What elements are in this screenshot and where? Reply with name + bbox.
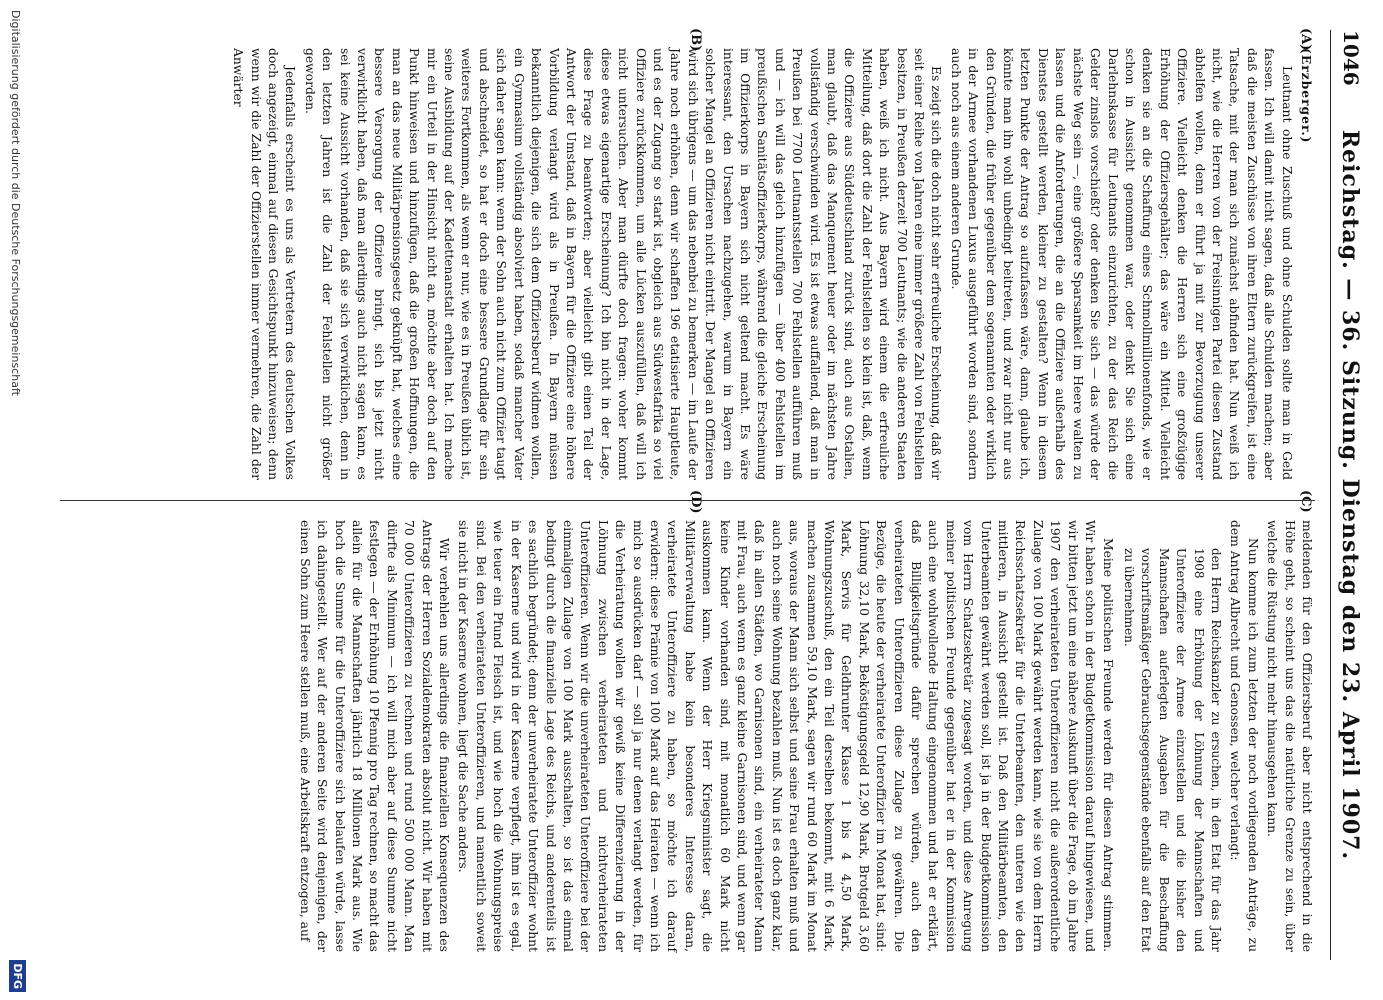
margin-marker-c: (C) <box>1298 490 1313 513</box>
digitization-footer <box>2 2 28 998</box>
column-divider <box>60 500 1315 501</box>
running-title: Reichstag. — 36. Sitzung. Dienstag den 23. April 1907. <box>1337 129 1363 861</box>
margin-marker-a: (A) <box>1298 28 1313 51</box>
page-number: 1046 <box>1339 30 1363 86</box>
right-paragraph-1: meldenden für den Offiziersberuf aber nicht entsprechend in die Höhe geht, so scheint uns das die natürliche Grenze zu sein, über welche die Rüstung nicht mehr hinausgehen kann. <box>1265 520 1314 952</box>
right-paragraph-3: Meine politischen Freunde werden für diesen Antrag stimmen. Wir haben schon in der Budgetkommission darauf hingewiesen, und wir bitten jetzt um eine nähere Auskunft über die Frage, ob im Jahre 1907 den verheirateten Unteroffizieren nicht die außerordentliche Zulage von 100 Mark gewährt werden kann, wie sie von dem Herrn Reichsschatzsekretär für die Unterbeamten, den unteren wie den mittleren, in Aussicht gestellt ist. Daß den Militärbeamten, den Unterbeamten gewährt werden soll, ist ja in der Budgetkommission vom Herrn Schatzsekretär zugesagt worden, und diese Anregung meiner politischen Freunde gegenüber hat er in der Kommission auch eine wohlwollende Haltung eingenommen und hat er erklärt, daß Billigkeitsgründe dafür sprechen würden, auch den verheirateten Unteroffizieren diese Zulage zu gewähren. Die Bezüge, die heute der verheiratete Unteroffizier im Monat hat, sind: Löhnung 32,10 Mark, Beköstigungsgeld 12,90 Mark, Brotgeld 3,60 Mark, Servis für Geldhrunter Klasse 1 bis 4 4,50 Mark, Wohnungszuschuß, den ein Teil derselben bekommt, mit 6 Mark, machen zusammen 59,10 Mark, sagen wir rund 60 Mark im Monat aus, woraus der Mann sich selbst und seine Frau erhalten muß und auch noch seine Wohnung bezahlen muß. Nun ist es doch ganz klar, daß in allen Städten, wo Garnisonen sind, ein verheirateter Mann mit Frau, auch wenn es ganz kleine Garnisonen sind, und wenn gar keine Kinder vorhanden sind, mit monatlich 60 Mark nicht auskommen kann. Wenn der Herr Kriegsminister sagt, die Militärverwaltung habe kein besonderes Interesse daran, verheiratete Unteroffiziere zu haben, so möchte ich darauf erwidern: diese Prämie von 100 Mark auf das Heiraten — wenn ich mich so ausdrücken darf — soll ja nur denen verlangt werden, für die Verheiratung wollen wir gewiß keine Differenzierung in der Löhnung zwischen verheirateten und nichtverheirateten Unteroffizieren. Wenn wir die unverheirateten Unteroffiziere bei der einmaligen Zulage von 100 Mark ausschalten, so ist das einmal bedingt durch die finanzielle Lage des Reichs, und anderenteils ist es sachlich begründet; denn der unverheiratete Unteroffizier wohnt in der Kaserne und wird in der Kaserne verpflegt, ihm ist es egal, wie teuer ein Pfund Fleisch ist, und wie hoch die Wohnungspreise sind. Bei den verheirateten Unteroffizieren, und namentlich soweit sie nicht in der Kaserne wohnen, liegt die Sache anders. <box>456 520 1115 952</box>
left-column <box>60 48 1315 480</box>
margin-marker-d: (D) <box>688 490 703 514</box>
speaker-name: (Erzberger.) <box>1299 48 1314 144</box>
right-paragraph-2: Nun komme ich zum letzten der noch vorliegenden Anträge, zu dem Antrag Albrecht und Genossen, welcher verlangt: <box>1228 520 1260 952</box>
right-paragraph-4: Wir verhehlen uns allerdings die finanziellen Konsequenzen des Antrags der Herren Sozialdemokraten absolut nicht. Wir haben mit 70 000 Unteroffizieren zu rechnen und rund 500 000 Mann. Man dürfte als Minimum — ich will mich aber auf diese Summe nicht festlegen — der Erhöhung 10 Pfennig pro Tag rechnen, so macht das allein für die Mannschaften jährlich 18 Millionen Mark aus. Wie hoch die Summe für die Unteroffiziere sich belaufen würde, lasse ich dahingestellt. Wer auf der anderen Seite wird denjenigen, der einen Sohn zum Heere stellen muß, eine Arbeitskraft entzogen, auf <box>297 520 452 952</box>
right-column <box>60 520 1315 952</box>
left-paragraph-1: Leutnant ohne Zuschuß und ohne Schulden sollte man in Geld fassen. Ich will damit nicht sagen, daß alle Schulden machen; aber daß die meisten Zuschüsse von ihren Eltern zurückgreifen, ist eine Tatsache, mit der man sich zunächst abfinden hat. Nun weiß ich nicht, wie die Herren von der Freisinnigen Partei diesen Zustand abhelfen wollen, denn er führt ja mit zur Bevorzugung unserer Offiziere. Vielleicht denken die Herren sich eine großzügige Erhöhung der Offiziersgehälter; das wäre ein Mittel. Vielleicht denken sie an die Schaffung eines Schmollmillionenfonds, wie er schon in Aussicht genommen war, oder denkt Sie sich eine Darlehnskasse für Leutnants einzurichten, zu der das Reich die Gelder zinslos vorschießt? oder denken Sie sich — das würde der nächste Weg sein —, eine größere Sparsamkeit im Heere walten zu lassen und die Anforderungen, die an die Offiziere außerhalb des Dienstes gestellt werden, kleiner zu gestalten? Wenn in diesem letzten Punkte der Antrag so aufzufassen wäre, dann, glaube ich, könnte man ihn wohl unbedingt beitreten, und zwar nicht nur aus den Gründen, die früher gegenüber dem sogenannten oder wirklich in der Armee vorhandenen Luxus ausgeführt worden sind, sondern auch noch aus einem anderen Grunde. <box>948 48 1294 480</box>
margin-marker-b: (B) <box>688 28 703 52</box>
motion-text: den Herrn Reichskanzler zu ersuchen, in den Etat für das Jahr 1908 eine Erhöhung der Löhnung der Mannschaften und Unteroffiziere der Armee einzustellen und die bisher den Mannschaften auferlegten Ausgaben für die Beschaffung vorschriftsmäßiger Gebrauchsgegenstände ebenfalls auf den Etat zu übernehmen. <box>1121 548 1223 952</box>
digitization-note: Digitalisierung gefördert durch die Deutsche Forschungsgemeinschaft <box>9 10 22 396</box>
dfg-logo: DFG <box>9 960 26 992</box>
left-paragraph-3: Jedenfalls erscheint es uns als Vertretern des deutschen Volkes doch angezeigt, einmal auf diesen Gesichtspunkt hinzuweisen; denn wenn wir die Zahl der Offizierstellen immer vermehren, die Zahl der Anwärter <box>231 48 298 480</box>
page-header <box>1330 30 1371 960</box>
left-paragraph-2: Es zeigt sich die doch nicht sehr erfreuliche Erscheinung, daß wir seit einer Reihe von Jahren eine immer größere Zahl von Fehlstellen besitzen, in Preußen derzeit 700 Leutnants; wie die anderen Staaten haben, weiß ich nicht. Aus Bayern wird einem die erfreuliche Mitteilung, daß dort die Zahl der Fehlstellen so klein ist, daß, wenn die Offiziere aus Süddeutschland zurück sind, auch aus Ostalien, man glaubt, daß das Manquement heuer oder im nächsten Jahre vollständig verschwinden wird. Es ist etwas auffallend, daß man in Preußen bei 7700 Leutnantsstellen 700 Fehlstellen aufführen muß und — ich will das gleich hinzufügen — über 400 Fehlstellen im preußischen Sanitätsoffizierkorps, während die gleiche Erscheinung im Offizierkorps in Bayern sich nicht geltend macht. Es wäre interessant, den Ursachen nachzugehen, warum in Bayern ein solcher Mangel an Offizieren nicht eintritt. Der Mangel an Offizieren wird sich übrigens — um das nebenbei zu bemerken — im Laufe der Jahre noch erhöhen, denn wir schaffen 196 etatisierte Hauptleute, und es der Zugang so stark ist, obgleich aus Südwestafrika so viel Offiziere zurückkommen, um alle Lücken auszufüllen, daß will ich nicht untersuchen. Aber man dürfte doch fragen: woher kommt diese etwas eigenartige Erscheinung? Ich bin nicht in der Lage, diese Frage zu beantworten; aber vielleicht gibt einen Teil der Antwort der Umstand, daß in Bayern für die Offiziere eine höhere Vorbildung verlangt wird als in Preußen. In Bayern müssen bekanntlich diejenigen, die sich dem Offiziersberuf widmen wollen, ein Gymnasium vollständig absolviert haben, sodaß mancher Vater sich daher sagen kann: wenn der Sohn auch nicht zum Offizier taugt und abschneidet, so hat er doch eine bessere Grundlage für sein weiteres Fortkommen, als wenn er nur, wie es in Preußen üblich ist, seine Ausbildung auf der Kadettenanstalt erhalten hat. Ich mache mir ein Urteil in der Hinsicht nicht an, möchte aber doch auf den Punkt hinweisen und hinzufügen, daß die großen Hoffnungen, die man an das neue Militärpensionsgesetz geknüpft hat, welches eine bessere Versorgung der Offiziere bringt, sich bis jetzt nicht verwirklicht haben, daß man allerdings auch nicht sagen kann, es sei keine Aussicht vorhanden, daß sie sich verwirklichen, denn in den letzten Jahren ist die Zahl der Fehlstellen nicht größer geworden. <box>302 48 944 480</box>
